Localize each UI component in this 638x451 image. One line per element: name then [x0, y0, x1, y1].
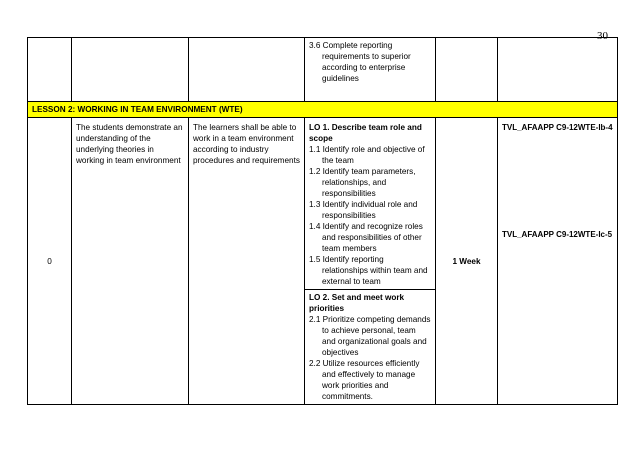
lo2-item: 2.2 Utilize resources efficiently and effectively to manage work priorities and commitments.	[309, 359, 420, 401]
competency-item: 3.6 Complete reporting requirements to superior according to enterprise guidelines	[309, 41, 411, 83]
lo1-cell	[305, 118, 436, 290]
cell-empty	[189, 38, 305, 102]
row-number: 0	[28, 118, 72, 405]
duration	[436, 118, 498, 405]
lo2-cell	[305, 290, 436, 405]
learning-competency-cell	[305, 38, 436, 102]
duration-text: 1 Week	[452, 256, 481, 266]
cell-empty	[498, 38, 618, 102]
performance-standard-text: The learners shall be able to work in a team environment according to industry procedures and requirements	[193, 123, 300, 165]
lo1-item: 1.5 Identify reporting relationships within team and external to team	[309, 255, 428, 286]
lo1-item: 1.3 Identify individual role and responsibilities	[309, 200, 418, 220]
content-standard	[72, 118, 189, 405]
lesson-header-row	[28, 102, 618, 118]
lo1-item: 1.2 Identify team parameters, relationships, and responsibilities	[309, 167, 416, 198]
code-cell	[498, 118, 618, 405]
lesson-row	[28, 118, 618, 290]
cell-empty	[72, 38, 189, 102]
performance-standard	[189, 118, 305, 405]
lo2-item: 2.1 Prioritize competing demands to achieve personal, team and organizational goals and objectives	[309, 315, 431, 357]
lesson-title: LESSON 2: WORKING IN TEAM ENVIRONMENT (WTE)	[28, 102, 618, 118]
lo2-title: LO 2. Set and meet work priorities	[309, 293, 405, 313]
lo1-item: 1.4 Identify and recognize roles and responsibilities of other team members	[309, 222, 423, 253]
cell-empty	[436, 38, 498, 102]
curriculum-table	[27, 37, 618, 405]
lo1-title: LO 1. Describe team role and scope	[309, 123, 422, 143]
continuation-row	[28, 38, 618, 102]
lo1-code: TVL_AFAAPP C9-12WTE-Ib-4	[502, 123, 613, 132]
page-number: 30	[597, 30, 608, 42]
cell-empty	[28, 38, 72, 102]
lo1-item: 1.1 Identify role and objective of the team	[309, 145, 425, 165]
content-standard-text: The students demonstrate an understanding of the underlying theories in working in team environment	[76, 123, 183, 165]
lo2-code: TVL_AFAAPP C9-12WTE-Ic-5	[502, 230, 613, 239]
